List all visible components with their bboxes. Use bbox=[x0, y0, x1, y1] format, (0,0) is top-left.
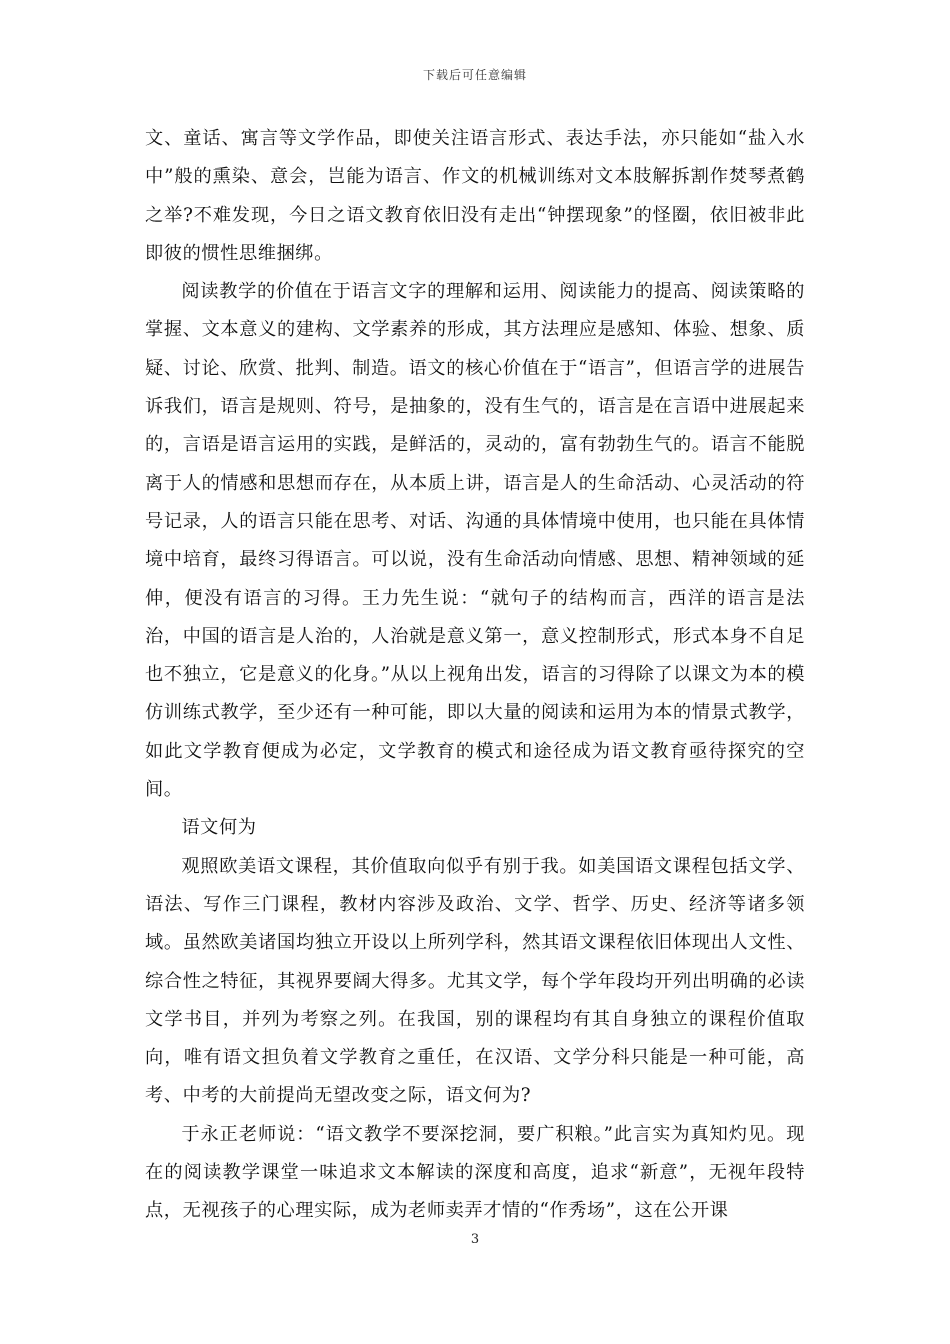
document-body bbox=[145, 120, 805, 1231]
paragraph-2: 阅读教学的价值在于语言文字的理解和运用、阅读能力的提高、阅读策略的掌握、文本意义的建构、文学素养的形成，其方法理应是感知、体验、想象、质疑、讨论、欣赏、批判、制造。语文的核心价值在于“语言”，但语言学的进展告诉我们，语言是规则、符号，是抽象的，没有生气的，语言是在言语中进展起来的，言语是语言运用的实践，是鲜活的，灵动的，富有勃勃生气的。语言不能脱离于人的情感和思想而存在，从本质上讲，语言是人的生命活动、心灵活动的符号记录，人的语言只能在思考、对话、沟通的具体情境中使用，也只能在具体情境中培育，最终习得语言。可以说，没有生命活动向情感、思想、精神领域的延伸，便没有语言的习得。王力先生说：“就句子的结构而言，西洋的语言是法治，中国的语言是人治的，人治就是意义第一，意义控制形式，形式本身不自足也不独立，它是意义的化身。”从以上视角出发，语言的习得除了以课文为本的模仿训练式教学，至少还有一种可能，即以大量的阅读和运用为本的情景式教学，如此文学教育便成为必定，文学教育的模式和途径成为语文教育亟待探究的空间。 bbox=[145, 281, 805, 801]
page-number: 3 bbox=[470, 1232, 480, 1247]
page-header: 下载后可任意编辑 bbox=[422, 68, 527, 82]
paragraph-1: 文、童话、寓言等文学作品，即使关注语言形式、表达手法，亦只能如“盐入水中”般的熏染、意会，岂能为语言、作文的机械训练对文本肢解拆割作焚琴煮鹤之举?不难发现，今日之语文教育依旧没有走出“钟摆现象”的怪圈，依旧被非此即彼的惯性思维捆绑。 bbox=[145, 128, 805, 264]
paragraph-3: 观照欧美语文课程，其价值取向似乎有别于我。如美国语文课程包括文学、语法、写作三门课程，教材内容涉及政治、文学、哲学、历史、经济等诸多领域。虽然欧美诸国均独立开设以上所列学科，然其语文课程依旧体现出人文性、综合性之特征，其视界要阔大得多。尤其文学，每个学年段均开列出明确的必读文学书目，并列为考察之列。在我国，别的课程均有其自身独立的课程价值取向，唯有语文担负着文学教育之重任，在汉语、文学分科只能是一种可能，高考、中考的大前提尚无望改变之际，语文何为? bbox=[145, 855, 805, 1107]
paragraph-4: 于永正老师说：“语文教学不要深挖洞，要广积粮。”此言实为真知灼见。现在的阅读教学课堂一味追求文本解读的深度和高度，追求“新意”，无视年段特点，无视孩子的心理实际，成为老师卖弄才情的“作秀场”，这在公开课 bbox=[145, 1123, 805, 1222]
section-heading: 语文何为 bbox=[181, 817, 257, 839]
